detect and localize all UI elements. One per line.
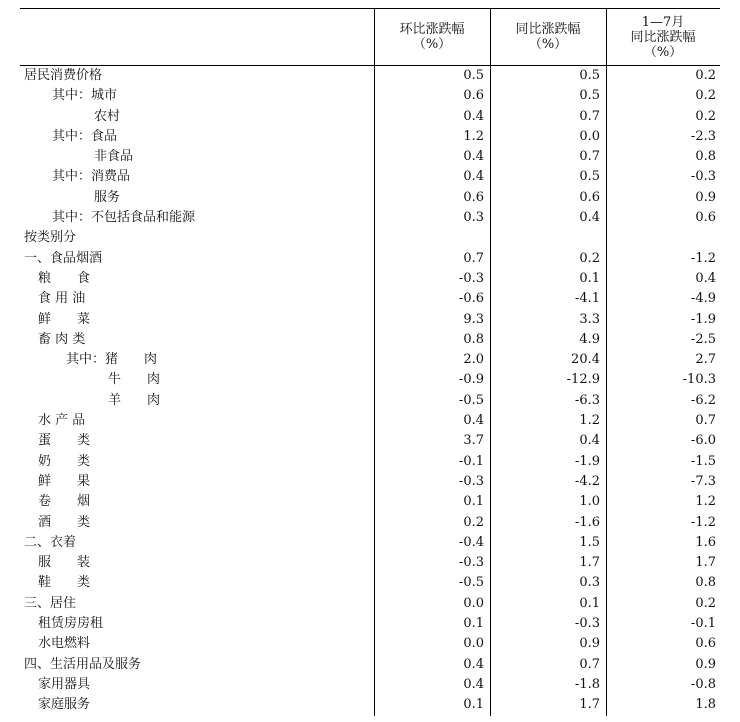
row-label: 其中：食品 [52,128,118,144]
row-label: 租赁房房租 [38,616,104,632]
mom-value: 3.7 [463,433,484,449]
row-label: 畜 肉 类 [38,331,86,347]
row-label: 家庭服务 [38,697,91,713]
header-ytd-change [606,9,720,65]
ytd-value: 2.7 [695,352,716,368]
yoy-value: 1.2 [579,413,600,429]
header-mom-change [374,9,490,65]
row-label: 非食品 [94,149,134,165]
mom-value: 2.0 [463,352,484,368]
yoy-value: -1.8 [574,676,600,692]
mom-value: 0.1 [463,616,484,632]
yoy-value: 0.4 [579,433,600,449]
mom-value: 0.6 [463,88,484,104]
ytd-value: -0.1 [690,616,716,632]
table-row [20,472,720,492]
mom-value: 0.1 [463,494,484,510]
table-row [20,573,720,593]
table-row [20,533,720,553]
table-row [20,86,720,106]
table-row [20,553,720,573]
cpi-table [20,8,720,716]
row-label: 牛 肉 [108,372,161,388]
yoy-value: 1.0 [579,494,600,510]
ytd-value: -1.5 [690,453,716,469]
row-label: 农村 [94,108,121,124]
ytd-value: 0.4 [695,270,716,286]
yoy-value: 1.7 [579,697,600,713]
yoy-value: 0.9 [579,636,600,652]
table-row [20,614,720,634]
header-yoy-line1: 同比涨跌幅 [515,22,581,37]
header-yoy-line2: （%） [528,37,568,52]
table-row [20,107,720,127]
yoy-value: 0.4 [579,210,600,226]
yoy-value: 0.6 [579,189,600,205]
table-body [20,66,720,716]
mom-value: 0.8 [463,331,484,347]
yoy-value: 0.7 [579,656,600,672]
yoy-value: -6.3 [574,392,600,408]
mom-value: 0.2 [463,514,484,530]
ytd-value: 1.7 [695,555,716,571]
row-label: 服务 [94,189,121,205]
table-row [20,594,720,614]
header-ytd-line2: 同比涨跌幅 [630,29,696,45]
header-mom-line1: 环比涨跌幅 [399,22,465,37]
table-row [20,167,720,187]
yoy-value: 0.5 [579,169,600,185]
yoy-value: -12.9 [566,372,600,388]
yoy-value: 0.7 [579,149,600,165]
table-row [20,513,720,533]
table-header [20,8,720,66]
header-yoy-change [490,9,606,65]
ytd-value: -2.5 [690,331,716,347]
table-row [20,249,720,269]
mom-value: -0.4 [458,534,484,550]
mom-value: 0.4 [463,149,484,165]
ytd-value: 1.8 [695,697,716,713]
ytd-value: 0.2 [695,68,716,83]
table-row [20,431,720,451]
ytd-value: 0.9 [695,189,716,205]
header-mom-line2: （%） [412,37,452,52]
row-label: 其中：消费品 [52,169,131,185]
table-row [20,188,720,208]
mom-value: 0.0 [463,636,484,652]
table-row [20,370,720,390]
mom-value: 1.2 [463,128,484,144]
ytd-value: 0.6 [695,210,716,226]
ytd-value: -0.8 [690,676,716,692]
yoy-value: 0.0 [579,128,600,144]
row-label: 蛋 类 [38,433,91,449]
mom-value: 0.5 [463,68,484,83]
ytd-value: -1.2 [690,514,716,530]
table-row [20,350,720,370]
ytd-value: 1.2 [695,494,716,510]
row-label: 其中：不包括食品和能源 [52,210,196,226]
ytd-value: -10.3 [682,372,716,388]
table-row [20,634,720,654]
row-label: 粮 食 [38,270,91,286]
mom-value: -0.9 [458,372,484,388]
table-row [20,289,720,309]
ytd-value: 0.7 [695,413,716,429]
table-row [20,695,720,715]
header-ytd-line1: 1—7月 [641,14,685,30]
mom-value: 0.6 [463,189,484,205]
ytd-value: 0.2 [695,595,716,611]
yoy-value: 4.9 [579,331,600,347]
table-row [20,391,720,411]
table-row [20,228,720,248]
mom-value: -0.1 [458,453,484,469]
ytd-value: -6.0 [690,433,716,449]
mom-value: 0.0 [463,595,484,611]
row-label: 服 装 [38,555,91,571]
mom-value: 0.4 [463,413,484,429]
mom-value: -0.3 [458,473,484,489]
mom-value: -0.5 [458,392,484,408]
table-row [20,675,720,695]
ytd-value: 0.2 [695,108,716,124]
yoy-value: 0.5 [579,88,600,104]
row-label: 食 用 油 [38,291,86,307]
ytd-value: -7.3 [690,473,716,489]
ytd-value: -2.3 [690,128,716,144]
table-row [20,492,720,512]
yoy-value: 0.3 [579,575,600,591]
mom-value: -0.3 [458,270,484,286]
mom-value: 0.4 [463,676,484,692]
row-label: 二、衣着 [24,534,77,550]
row-label: 奶 类 [38,453,91,469]
row-label: 卷 烟 [38,494,91,510]
row-label: 一、食品烟酒 [24,250,103,266]
row-label: 水电燃料 [38,636,91,652]
table-row [20,208,720,228]
table-row [20,310,720,330]
yoy-value: -0.3 [574,616,600,632]
yoy-value: 0.2 [579,250,600,266]
row-label: 鲜 果 [38,473,91,489]
yoy-value: 0.1 [579,270,600,286]
row-label: 羊 肉 [108,392,161,408]
yoy-value: 0.7 [579,108,600,124]
mom-value: 0.3 [463,210,484,226]
yoy-value: 1.7 [579,555,600,571]
row-label: 酒 类 [38,514,91,530]
row-label: 其中：城市 [52,88,118,104]
ytd-value: -0.3 [690,169,716,185]
yoy-value: -1.6 [574,514,600,530]
ytd-value: 0.6 [695,636,716,652]
mom-value: 0.4 [463,169,484,185]
ytd-value: 0.2 [695,88,716,104]
table-row [20,452,720,472]
ytd-value: 0.8 [695,149,716,165]
yoy-value: 1.5 [579,534,600,550]
table-row [20,269,720,289]
mom-value: 0.1 [463,697,484,713]
ytd-value: 0.8 [695,575,716,591]
mom-value: 0.4 [463,108,484,124]
yoy-value: -1.9 [574,453,600,469]
yoy-value: -4.1 [574,291,600,307]
ytd-value: 0.9 [695,656,716,672]
yoy-value: 3.3 [579,311,600,327]
row-label: 按类别分 [24,230,77,246]
table-row [20,330,720,350]
yoy-value: -4.2 [574,473,600,489]
row-label: 鲜 菜 [38,311,91,327]
table-row [20,127,720,147]
row-label: 居民消费价格 [24,68,103,83]
row-label: 家用器具 [38,676,91,692]
ytd-value: -1.9 [690,311,716,327]
table-row [20,66,720,86]
mom-value: 0.7 [463,250,484,266]
ytd-value: -6.2 [690,392,716,408]
ytd-value: 1.6 [695,534,716,550]
row-label: 四、生活用品及服务 [24,656,142,672]
table-row [20,655,720,675]
table-row [20,147,720,167]
yoy-value: 0.5 [579,68,600,83]
mom-value: 9.3 [463,311,484,327]
table-row [20,411,720,431]
yoy-value: 20.4 [571,352,600,368]
ytd-value: -4.9 [690,291,716,307]
row-label: 鞋 类 [38,575,91,591]
ytd-value: -1.2 [690,250,716,266]
row-label: 三、居住 [24,595,77,611]
row-label: 水 产 品 [38,413,86,429]
row-label: 其中：猪 肉 [66,352,158,368]
mom-value: 0.4 [463,656,484,672]
mom-value: -0.5 [458,575,484,591]
yoy-value: 0.1 [579,595,600,611]
mom-value: -0.6 [458,291,484,307]
mom-value: -0.3 [458,555,484,571]
header-ytd-line3: （%） [643,44,683,60]
